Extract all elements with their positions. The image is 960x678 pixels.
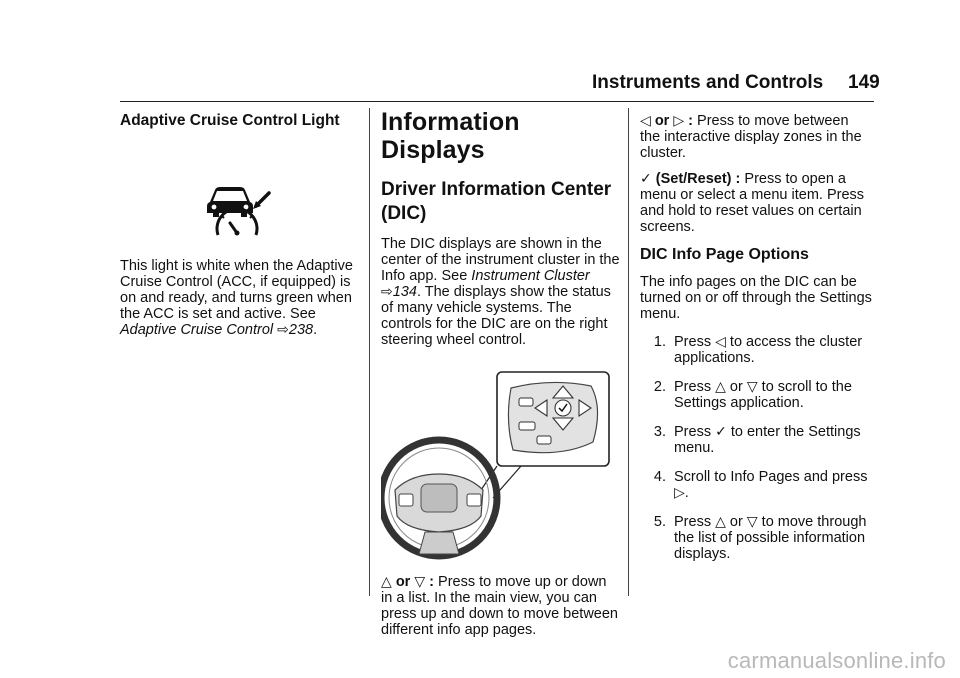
left-triangle-icon: ◁: [715, 334, 726, 350]
acc-ref-page[interactable]: 238: [288, 322, 314, 338]
step-text: to access the cluster applications.: [674, 334, 863, 366]
column-2: [381, 108, 621, 638]
steering-wheel-controls-illustration: [381, 370, 613, 560]
acc-light-description: [120, 258, 360, 338]
step-text: Press: [674, 424, 712, 440]
adaptive-cruise-control-light-icon: [206, 182, 276, 244]
step-or: or: [729, 379, 743, 395]
info-page-options-heading: DIC Info Page Options: [640, 246, 809, 263]
dic-intro-text-b: . The displays show the status of many vehicle systems. The controls for the DIC are on the right steering wheel control.: [381, 284, 611, 348]
step-number: 2.: [653, 379, 666, 395]
step-text: .: [684, 485, 689, 501]
acc-light-figure: [120, 130, 360, 258]
leftright-colon: :: [688, 113, 693, 129]
step-text: to scroll to the Settings application.: [674, 379, 852, 411]
acc-light-heading: Adaptive Cruise Control Light: [120, 112, 340, 129]
column-1: [120, 112, 360, 338]
leftright-or: or: [654, 113, 670, 129]
updown-colon: :: [429, 574, 434, 590]
cluster-ref-page[interactable]: 134: [392, 284, 417, 300]
acc-light-body-text: This light is white when the Adaptive Cruise Control (ACC, if equipped) is on and ready, and turns green when the ACC is set and active. See: [120, 258, 353, 322]
updown-or: or: [395, 574, 411, 590]
page-number: 149: [848, 72, 880, 93]
select-description: [640, 171, 872, 235]
up-triangle-icon: △: [715, 379, 726, 395]
left-triangle-icon: ◁: [640, 113, 651, 129]
step-text: to move through the list of possible information displays.: [674, 514, 867, 562]
dic-intro-text-a: The DIC displays are shown in the center of the instrument cluster in the Info app. See: [381, 236, 620, 284]
acc-ref-end: .: [313, 322, 318, 338]
column-divider-1: [369, 108, 370, 596]
step-text: to enter the Settings menu.: [674, 424, 861, 456]
right-triangle-icon: ▷: [673, 113, 685, 129]
down-triangle-icon: ▽: [746, 514, 758, 530]
list-item: [640, 424, 872, 456]
step-number: 1.: [653, 334, 666, 350]
select-text: Press to open a menu or select a menu item. Press and hold to reset values on certain screens.: [640, 171, 865, 235]
step-or: or: [729, 514, 743, 530]
column-3: [640, 113, 872, 575]
updown-text: Press to move up or down in a list. In the main view, you can press up and down to move between different info app pages.: [381, 574, 618, 638]
step-text: Press: [674, 514, 712, 530]
section-title: Information Displays: [381, 108, 520, 164]
list-item: [640, 334, 872, 366]
step-text: Scroll to Info Pages and press: [674, 469, 868, 485]
page-reference-icon: ⇨: [381, 284, 393, 300]
step-number: 4.: [653, 469, 666, 485]
cluster-ref-title[interactable]: Instrument Cluster: [471, 268, 590, 284]
dic-intro: [381, 236, 621, 348]
list-item: [640, 514, 872, 562]
step-number: 3.: [653, 424, 666, 440]
leftright-description: [640, 113, 872, 161]
list-item: [640, 469, 872, 501]
list-item: [640, 379, 872, 411]
running-header-title: Instruments and Controls: [592, 72, 824, 93]
acc-ref-title[interactable]: Adaptive Cruise Control: [120, 322, 274, 338]
leftright-text: Press to move between the interactive display zones in the cluster.: [640, 113, 862, 161]
up-triangle-icon: △: [715, 514, 726, 530]
step-text: Press: [674, 379, 712, 395]
right-triangle-icon: ▷: [674, 485, 685, 501]
column-divider-2: [628, 108, 629, 596]
down-triangle-icon: ▽: [414, 574, 426, 590]
dic-heading: Driver Information Center (DIC): [381, 179, 612, 224]
watermark: carmanualsonline.info: [727, 648, 946, 673]
updown-description: [381, 574, 621, 638]
up-triangle-icon: △: [381, 574, 392, 590]
down-triangle-icon: ▽: [746, 379, 758, 395]
step-number: 5.: [653, 514, 666, 530]
select-label: (Set/Reset) :: [655, 171, 741, 187]
info-page-intro: The info pages on the DIC can be turned on or off through the Settings menu.: [640, 274, 872, 322]
checkmark-icon: ✓: [715, 424, 727, 440]
step-text: Press: [674, 334, 712, 350]
checkmark-icon: ✓: [640, 171, 652, 187]
page-reference-icon: ⇨: [277, 322, 289, 338]
steps-list: [640, 334, 872, 562]
header-rule: [120, 101, 874, 102]
